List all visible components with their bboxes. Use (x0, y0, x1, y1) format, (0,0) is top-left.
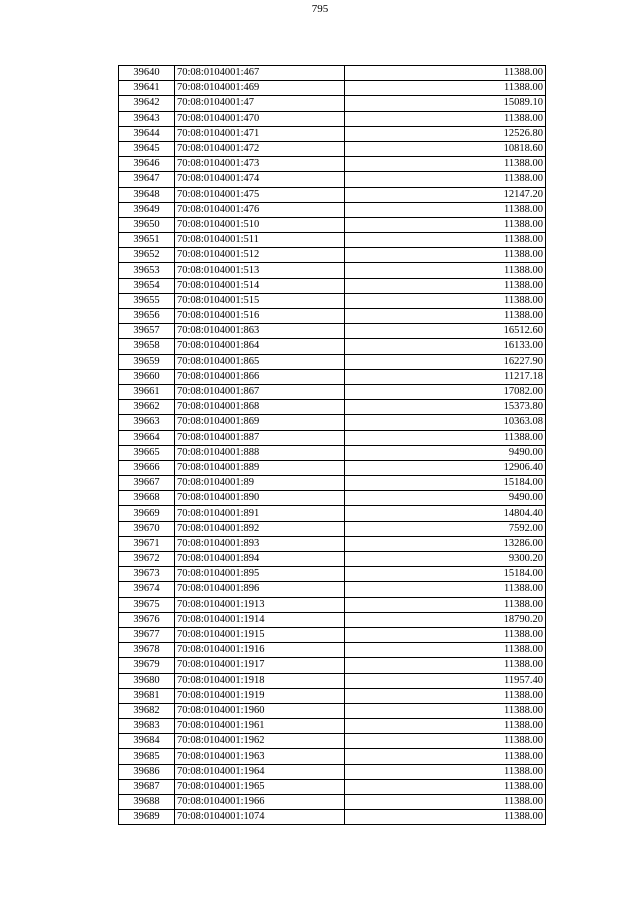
table-row (119, 415, 546, 430)
table-row (119, 354, 546, 369)
row-number-cell: 39653 (119, 263, 175, 278)
cadastral-number-cell: 70:08:0104001:1964 (175, 764, 345, 779)
cadastral-number-cell: 70:08:0104001:1916 (175, 643, 345, 658)
value-cell: 11388.00 (345, 749, 546, 764)
value-cell: 9490.00 (345, 445, 546, 460)
value-cell: 11388.00 (345, 810, 546, 825)
cadastral-number-cell: 70:08:0104001:1913 (175, 597, 345, 612)
row-number-cell: 39675 (119, 597, 175, 612)
value-cell: 15184.00 (345, 567, 546, 582)
value-cell: 11388.00 (345, 217, 546, 232)
table-row (119, 567, 546, 582)
table-row (119, 187, 546, 202)
cadastral-value-table (118, 65, 546, 825)
value-cell: 11388.00 (345, 172, 546, 187)
table-row (119, 400, 546, 415)
table-row (119, 627, 546, 642)
value-cell: 16227.90 (345, 354, 546, 369)
table-row (119, 734, 546, 749)
table-row (119, 643, 546, 658)
table-row (119, 96, 546, 111)
cadastral-number-cell: 70:08:0104001:1074 (175, 810, 345, 825)
table-row (119, 202, 546, 217)
value-cell: 9490.00 (345, 491, 546, 506)
table-row (119, 779, 546, 794)
row-number-cell: 39678 (119, 643, 175, 658)
value-cell: 13286.00 (345, 536, 546, 551)
row-number-cell: 39658 (119, 339, 175, 354)
page-number: 795 (311, 3, 329, 15)
row-number-cell: 39659 (119, 354, 175, 369)
cadastral-number-cell: 70:08:0104001:890 (175, 491, 345, 506)
table-row (119, 536, 546, 551)
row-number-cell: 39641 (119, 81, 175, 96)
row-number-cell: 39655 (119, 293, 175, 308)
value-cell: 11388.00 (345, 233, 546, 248)
row-number-cell: 39682 (119, 703, 175, 718)
table-row (119, 749, 546, 764)
value-cell: 11388.00 (345, 66, 546, 81)
table-row (119, 111, 546, 126)
row-number-cell: 39683 (119, 719, 175, 734)
cadastral-number-cell: 70:08:0104001:1965 (175, 779, 345, 794)
row-number-cell: 39645 (119, 141, 175, 156)
table-row (119, 66, 546, 81)
value-cell: 12906.40 (345, 460, 546, 475)
cadastral-number-cell: 70:08:0104001:1960 (175, 703, 345, 718)
row-number-cell: 39661 (119, 384, 175, 399)
table-row (119, 369, 546, 384)
value-cell: 11388.00 (345, 643, 546, 658)
table-row (119, 810, 546, 825)
value-cell: 17082.00 (345, 384, 546, 399)
row-number-cell: 39670 (119, 521, 175, 536)
row-number-cell: 39665 (119, 445, 175, 460)
row-number-cell: 39652 (119, 248, 175, 263)
value-cell: 9300.20 (345, 552, 546, 567)
value-cell: 11388.00 (345, 278, 546, 293)
value-cell: 16133.00 (345, 339, 546, 354)
cadastral-number-cell: 70:08:0104001:474 (175, 172, 345, 187)
value-cell: 11388.00 (345, 703, 546, 718)
table-row (119, 217, 546, 232)
table-row (119, 126, 546, 141)
cadastral-number-cell: 70:08:0104001:47 (175, 96, 345, 111)
table-row (119, 460, 546, 475)
table-row (119, 81, 546, 96)
table-row (119, 582, 546, 597)
value-cell: 11388.00 (345, 688, 546, 703)
value-cell: 11388.00 (345, 582, 546, 597)
cadastral-number-cell: 70:08:0104001:893 (175, 536, 345, 551)
table-row (119, 172, 546, 187)
row-number-cell: 39667 (119, 476, 175, 491)
value-cell: 11388.00 (345, 111, 546, 126)
value-cell: 11388.00 (345, 263, 546, 278)
cadastral-number-cell: 70:08:0104001:865 (175, 354, 345, 369)
row-number-cell: 39673 (119, 567, 175, 582)
row-number-cell: 39654 (119, 278, 175, 293)
value-cell: 11388.00 (345, 202, 546, 217)
value-cell: 11388.00 (345, 795, 546, 810)
row-number-cell: 39656 (119, 309, 175, 324)
cadastral-number-cell: 70:08:0104001:510 (175, 217, 345, 232)
cadastral-number-cell: 70:08:0104001:1919 (175, 688, 345, 703)
cadastral-number-cell: 70:08:0104001:892 (175, 521, 345, 536)
table-row (119, 795, 546, 810)
table-body (119, 66, 546, 825)
table-row (119, 658, 546, 673)
value-cell: 16512.60 (345, 324, 546, 339)
row-number-cell: 39666 (119, 460, 175, 475)
row-number-cell: 39677 (119, 627, 175, 642)
cadastral-number-cell: 70:08:0104001:894 (175, 552, 345, 567)
cadastral-number-cell: 70:08:0104001:895 (175, 567, 345, 582)
table-row (119, 673, 546, 688)
cadastral-number-cell: 70:08:0104001:887 (175, 430, 345, 445)
value-cell: 12526.80 (345, 126, 546, 141)
row-number-cell: 39687 (119, 779, 175, 794)
value-cell: 12147.20 (345, 187, 546, 202)
row-number-cell: 39640 (119, 66, 175, 81)
cadastral-number-cell: 70:08:0104001:476 (175, 202, 345, 217)
cadastral-number-cell: 70:08:0104001:869 (175, 415, 345, 430)
cadastral-number-cell: 70:08:0104001:896 (175, 582, 345, 597)
value-cell: 11388.00 (345, 734, 546, 749)
row-number-cell: 39646 (119, 157, 175, 172)
table-row (119, 491, 546, 506)
row-number-cell: 39676 (119, 612, 175, 627)
cadastral-number-cell: 70:08:0104001:1963 (175, 749, 345, 764)
table-row (119, 688, 546, 703)
table-row (119, 309, 546, 324)
cadastral-number-cell: 70:08:0104001:1962 (175, 734, 345, 749)
value-cell: 11388.00 (345, 248, 546, 263)
table-row (119, 764, 546, 779)
cadastral-number-cell: 70:08:0104001:475 (175, 187, 345, 202)
value-cell: 7592.00 (345, 521, 546, 536)
row-number-cell: 39679 (119, 658, 175, 673)
cadastral-number-cell: 70:08:0104001:867 (175, 384, 345, 399)
cadastral-number-cell: 70:08:0104001:1914 (175, 612, 345, 627)
row-number-cell: 39680 (119, 673, 175, 688)
row-number-cell: 39662 (119, 400, 175, 415)
value-cell: 14804.40 (345, 506, 546, 521)
table-row (119, 521, 546, 536)
table-row (119, 293, 546, 308)
cadastral-number-cell: 70:08:0104001:516 (175, 309, 345, 324)
table-row (119, 263, 546, 278)
row-number-cell: 39660 (119, 369, 175, 384)
value-cell: 11388.00 (345, 293, 546, 308)
row-number-cell: 39648 (119, 187, 175, 202)
value-cell: 11217.18 (345, 369, 546, 384)
cadastral-number-cell: 70:08:0104001:863 (175, 324, 345, 339)
value-cell: 10818.60 (345, 141, 546, 156)
value-cell: 11388.00 (345, 597, 546, 612)
cadastral-number-cell: 70:08:0104001:473 (175, 157, 345, 172)
row-number-cell: 39642 (119, 96, 175, 111)
row-number-cell: 39649 (119, 202, 175, 217)
table-row (119, 233, 546, 248)
value-cell: 11957.40 (345, 673, 546, 688)
cadastral-number-cell: 70:08:0104001:511 (175, 233, 345, 248)
row-number-cell: 39686 (119, 764, 175, 779)
row-number-cell: 39685 (119, 749, 175, 764)
row-number-cell: 39647 (119, 172, 175, 187)
row-number-cell: 39651 (119, 233, 175, 248)
row-number-cell: 39681 (119, 688, 175, 703)
table-row (119, 339, 546, 354)
value-cell: 10363.08 (345, 415, 546, 430)
table-row (119, 703, 546, 718)
table-row (119, 597, 546, 612)
value-cell: 15373.80 (345, 400, 546, 415)
table-row (119, 278, 546, 293)
value-cell: 11388.00 (345, 157, 546, 172)
cadastral-number-cell: 70:08:0104001:514 (175, 278, 345, 293)
cadastral-number-cell: 70:08:0104001:89 (175, 476, 345, 491)
row-number-cell: 39664 (119, 430, 175, 445)
table-row (119, 719, 546, 734)
cadastral-number-cell: 70:08:0104001:891 (175, 506, 345, 521)
table-row (119, 430, 546, 445)
row-number-cell: 39657 (119, 324, 175, 339)
value-cell: 11388.00 (345, 81, 546, 96)
value-cell: 15184.00 (345, 476, 546, 491)
cadastral-number-cell: 70:08:0104001:1917 (175, 658, 345, 673)
row-number-cell: 39669 (119, 506, 175, 521)
cadastral-number-cell: 70:08:0104001:471 (175, 126, 345, 141)
table-row (119, 141, 546, 156)
cadastral-number-cell: 70:08:0104001:866 (175, 369, 345, 384)
row-number-cell: 39684 (119, 734, 175, 749)
cadastral-number-cell: 70:08:0104001:467 (175, 66, 345, 81)
cadastral-number-cell: 70:08:0104001:888 (175, 445, 345, 460)
cadastral-number-cell: 70:08:0104001:864 (175, 339, 345, 354)
cadastral-number-cell: 70:08:0104001:1915 (175, 627, 345, 642)
row-number-cell: 39688 (119, 795, 175, 810)
table-row (119, 552, 546, 567)
value-cell: 11388.00 (345, 430, 546, 445)
cadastral-number-cell: 70:08:0104001:1961 (175, 719, 345, 734)
row-number-cell: 39663 (119, 415, 175, 430)
table-row (119, 157, 546, 172)
table-row (119, 612, 546, 627)
value-cell: 11388.00 (345, 658, 546, 673)
table-row (119, 445, 546, 460)
cadastral-number-cell: 70:08:0104001:889 (175, 460, 345, 475)
cadastral-number-cell: 70:08:0104001:469 (175, 81, 345, 96)
table-row (119, 248, 546, 263)
value-cell: 18790.20 (345, 612, 546, 627)
cadastral-number-cell: 70:08:0104001:1966 (175, 795, 345, 810)
value-cell: 11388.00 (345, 309, 546, 324)
value-cell: 11388.00 (345, 719, 546, 734)
value-cell: 11388.00 (345, 764, 546, 779)
cadastral-number-cell: 70:08:0104001:515 (175, 293, 345, 308)
row-number-cell: 39671 (119, 536, 175, 551)
table-row (119, 476, 546, 491)
row-number-cell: 39644 (119, 126, 175, 141)
row-number-cell: 39650 (119, 217, 175, 232)
value-cell: 11388.00 (345, 779, 546, 794)
row-number-cell: 39668 (119, 491, 175, 506)
table-row (119, 384, 546, 399)
cadastral-number-cell: 70:08:0104001:1918 (175, 673, 345, 688)
cadastral-number-cell: 70:08:0104001:470 (175, 111, 345, 126)
row-number-cell: 39674 (119, 582, 175, 597)
cadastral-number-cell: 70:08:0104001:868 (175, 400, 345, 415)
value-cell: 11388.00 (345, 627, 546, 642)
row-number-cell: 39643 (119, 111, 175, 126)
table-row (119, 506, 546, 521)
value-cell: 15089.10 (345, 96, 546, 111)
row-number-cell: 39689 (119, 810, 175, 825)
row-number-cell: 39672 (119, 552, 175, 567)
cadastral-number-cell: 70:08:0104001:512 (175, 248, 345, 263)
cadastral-number-cell: 70:08:0104001:513 (175, 263, 345, 278)
cadastral-number-cell: 70:08:0104001:472 (175, 141, 345, 156)
table-row (119, 324, 546, 339)
